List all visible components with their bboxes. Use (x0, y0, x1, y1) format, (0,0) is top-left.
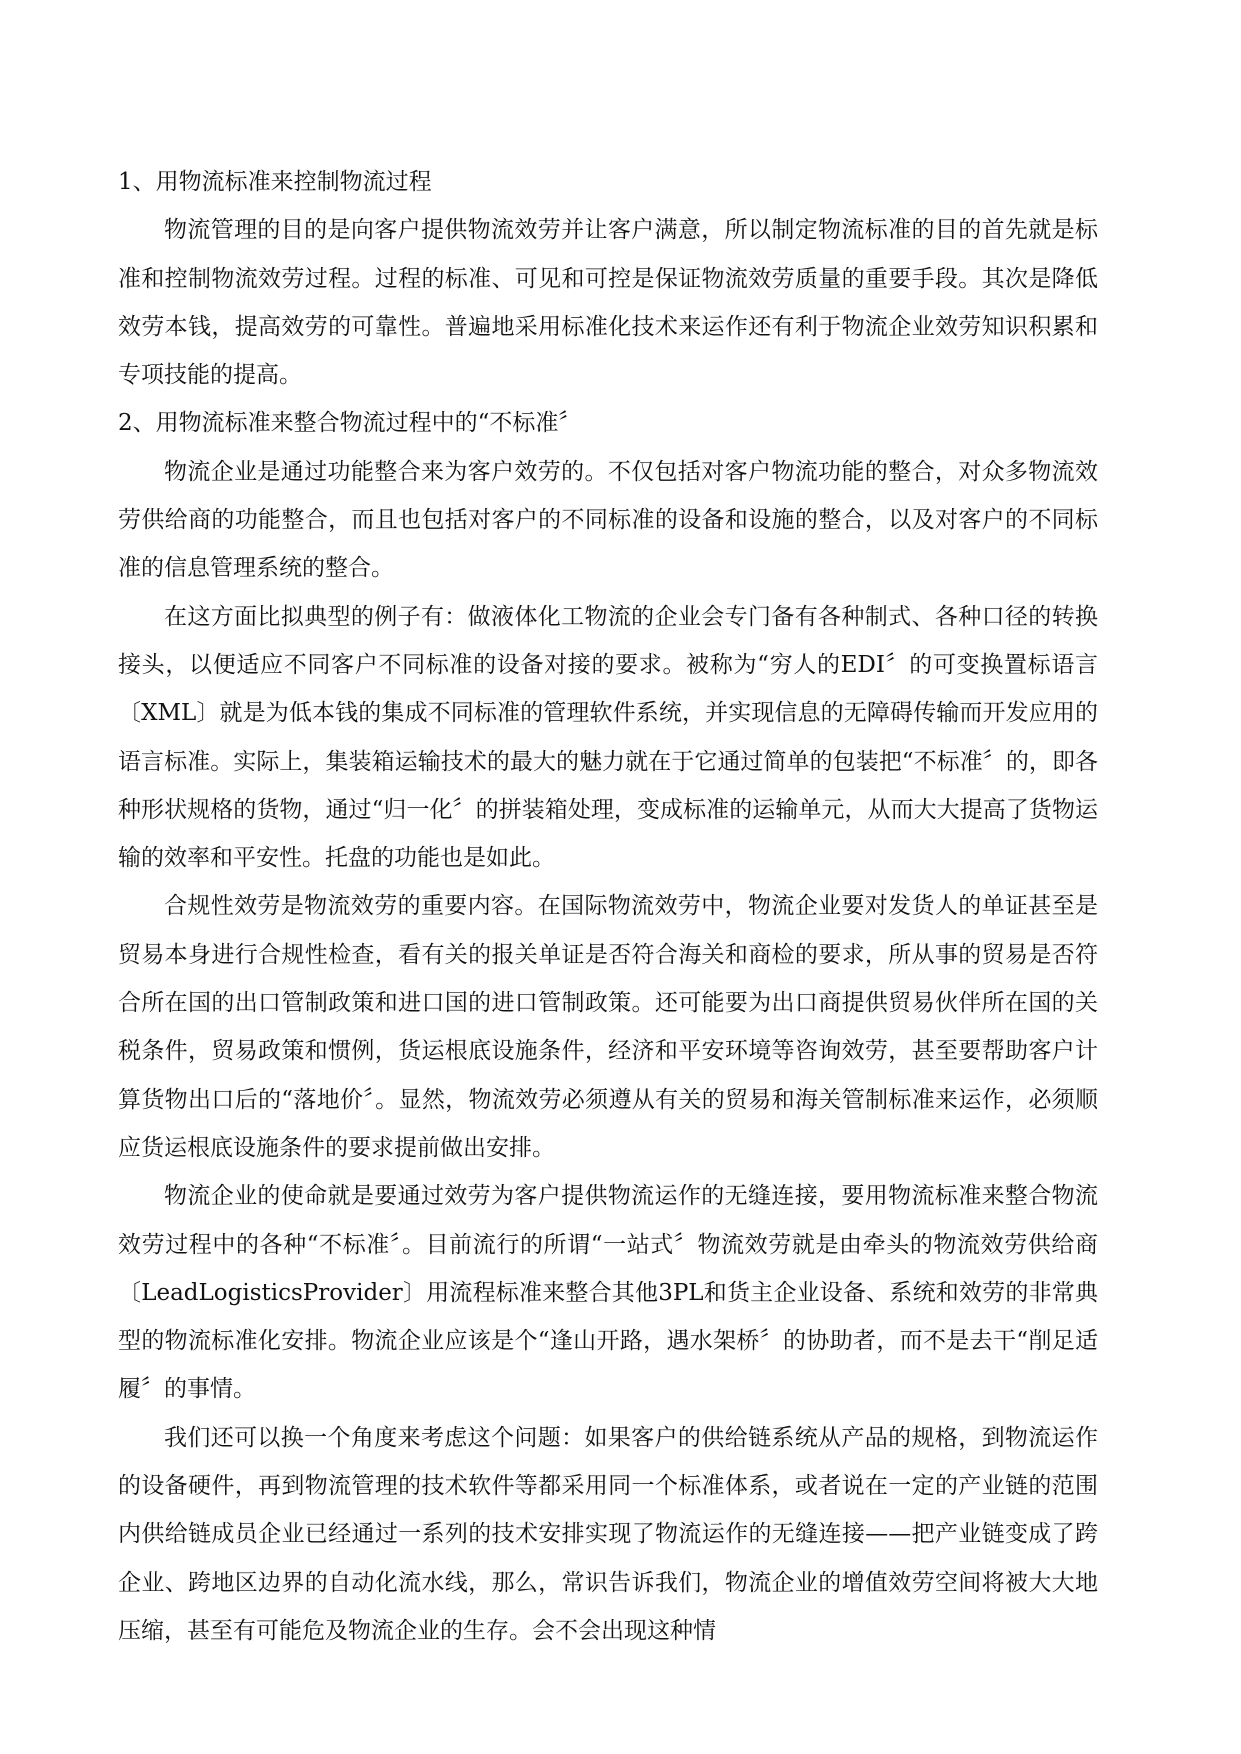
paragraph-5: 物流企业的使命就是要通过效劳为客户提供物流运作的无缝连接，要用物流标准来整合物流效劳过程中的各种“不标准〞。目前流行的所谓“一站式〞物流效劳就是由牵头的物流效劳供给商〔LeadLogisticsProvider〕用流程标准来整合其他3PL和货主企业设备、系统和效劳的非常典型的物流标准化安排。物流企业应该是个“逢山开路，遇水架桥〞的协助者，而不是去干“削足适履〞的事情。 (118, 1183, 1098, 1403)
paragraph-3: 在这方面比拟典型的例子有：做液体化工物流的企业会专门备有各种制式、各种口径的转换接头，以便适应不同客户不同标准的设备对接的要求。被称为“穷人的EDI〞的可变换置标语言〔XML〕就是为低本钱的集成不同标准的管理软件系统，并实现信息的无障碍传输而开发应用的语言标准。实际上，集装箱运输技术的最大的魅力就在于它通过简单的包装把“不标准〞的，即各种形状规格的货物，通过“归一化〞的拼装箱处理，变成标准的运输单元，从而大大提高了货物运输的效率和平安性。托盘的功能也是如此。 (118, 603, 1098, 872)
paragraph-6: 我们还可以换一个角度来考虑这个问题：如果客户的供给链系统从产品的规格，到物流运作的设备硬件，再到物流管理的技术软件等都采用同一个标准体系，或者说在一定的产业链的范围内供给链成员企业已经通过一系列的技术安排实现了物流运作的无缝连接——把产业链变成了跨企业、跨地区边界的自动化流水线，那么，常识告诉我们，物流企业的增值效劳空间将被大大地压缩，甚至有可能危及物流企业的生存。会不会出现这种情 (118, 1424, 1098, 1644)
section-heading-1: 1、用物流标准来控制物流过程 (118, 169, 432, 195)
section-heading-2: 2、用物流标准来整合物流过程中的“不标准〞 (118, 410, 582, 437)
paragraph-2: 物流企业是通过功能整合来为客户效劳的。不仅包括对客户物流功能的整合，对众多物流效劳供给商的功能整合，而且也包括对客户的不同标准的设备和设施的整合，以及对客户的不同标准的信息管理系统的整合。 (118, 458, 1098, 582)
paragraph-4: 合规性效劳是物流效劳的重要内容。在国际物流效劳中，物流企业要对发货人的单证甚至是贸易本身进行合规性检查，看有关的报关单证是否符合海关和商检的要求，所从事的贸易是否符合所在国的出口管制政策和进口国的进口管制政策。还可能要为出口商提供贸易伙伴所在国的关税条件，贸易政策和惯例，货运根底设施条件，经济和平安环境等咨询效劳，甚至要帮助客户计算货物出口后的“落地价〞。显然，物流效劳必须遵从有关的贸易和海关管制标准来运作，必须顺应货运根底设施条件的要求提前做出安排。 (118, 893, 1098, 1161)
paragraph-1: 物流管理的目的是向客户提供物流效劳并让客户满意，所以制定物流标准的目的首先就是标准和控制物流效劳过程。过程的标准、可见和可控是保证物流效劳质量的重要手段。其次是降低效劳本钱，提高效劳的可靠性。普遍地采用标准化技术来运作还有利于物流企业效劳知识积累和专项技能的提高。 (118, 217, 1098, 389)
document-body (118, 158, 1098, 1655)
